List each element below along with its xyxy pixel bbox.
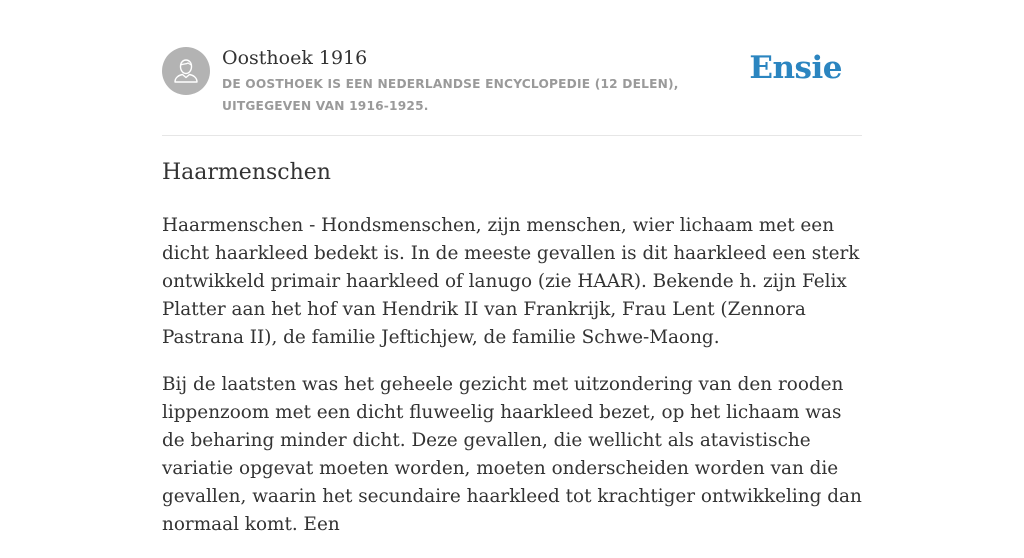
header-divider	[162, 135, 862, 136]
article-title: Haarmenschen	[162, 160, 331, 185]
article-body	[162, 212, 867, 558]
source-avatar[interactable]	[162, 47, 210, 95]
source-header	[162, 44, 862, 136]
article-paragraph: Haarmenschen - Hondsmenschen, zijn menschen, wier lichaam met een dicht haarkleed bedekt is. In de meeste gevallen is dit haarkleed een sterk ontwikkeld primair haarkleed of lanugo (zie HAAR). Bekende h. zijn Felix Platter aan het hof van Hendrik II van Frankrijk, Frau Lent (Zennora Pastrana II), de familie Jeftichjew, de familie Schwe-Maong.	[162, 215, 860, 348]
source-title[interactable]: Oosthoek 1916	[222, 47, 368, 69]
article-paragraph: Bij de laatsten was het geheele gezicht met uitzondering van den rooden lippenzoom met een dicht fluweelig haarkleed bezet, op het lichaam was de beharing minder dicht. Deze gevallen, die wellicht als atavistische variatie opgevat moeten worden, moeten onderscheiden worden van die gevallen, waarin het secundaire haarkleed tot krachtiger ontwikkeling dan normaal komt. Een	[162, 374, 862, 535]
user-silhouette-icon	[171, 56, 201, 86]
ensie-logo[interactable]: Ensie	[749, 50, 842, 86]
source-description: DE OOSTHOEK IS EEN NEDERLANDSE ENCYCLOPEDIE (12 DELEN), UITGEGEVEN VAN 1916-1925.	[222, 77, 679, 113]
